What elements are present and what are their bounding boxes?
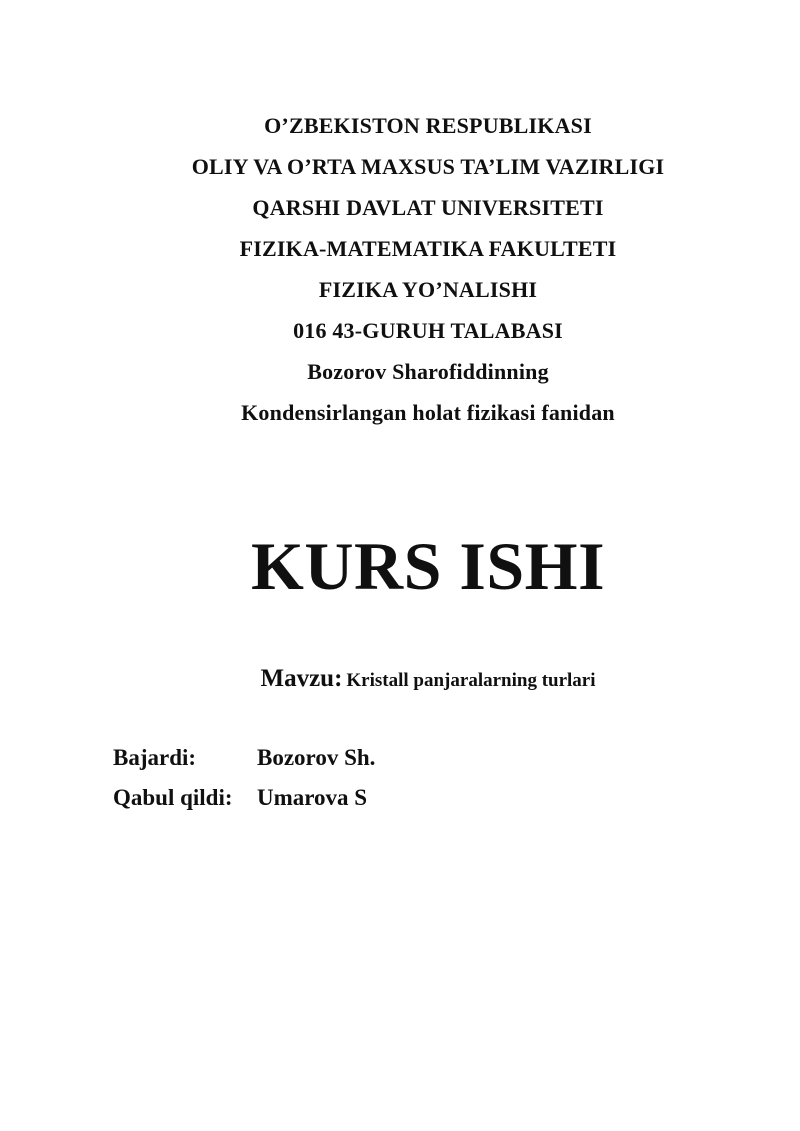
header-line-group: 016 43-GURUH TALABASI [293, 318, 563, 343]
supervisor-value: Umarova S [257, 785, 368, 810]
credit-row-supervisor [113, 778, 375, 818]
topic-label: Mavzu: [260, 665, 343, 692]
topic-line [113, 662, 743, 699]
header-line-university: QARSHI DAVLAT UNIVERSITETI [252, 195, 604, 220]
header-line-ministry: OLIY VA O’RTA MAXSUS TA’LIM VAZIRLIGI [191, 154, 665, 179]
supervisor-label: Qabul qildi: [113, 785, 233, 810]
credit-row-author [113, 738, 375, 778]
header-line-country: O’ZBEKISTON RESPUBLIKASI [264, 113, 592, 138]
document-title: KURS ISHI [250, 528, 606, 604]
header-line-faculty: FIZIKA-MATEMATIKA FAKULTETI [239, 236, 617, 261]
author-label: Bajardi: [113, 745, 197, 770]
header-line-subject: Kondensirlangan holat fizikasi fanidan [241, 400, 615, 425]
author-value: Bozorov Sh. [257, 745, 376, 770]
credits-block [113, 738, 375, 818]
header-line-student: Bozorov Sharofiddinning [307, 359, 549, 384]
topic-value: Kristall panjaralarning turlari [346, 670, 596, 691]
title-page-header [113, 105, 743, 433]
header-line-direction: FIZIKA YO’NALISHI [318, 277, 538, 302]
